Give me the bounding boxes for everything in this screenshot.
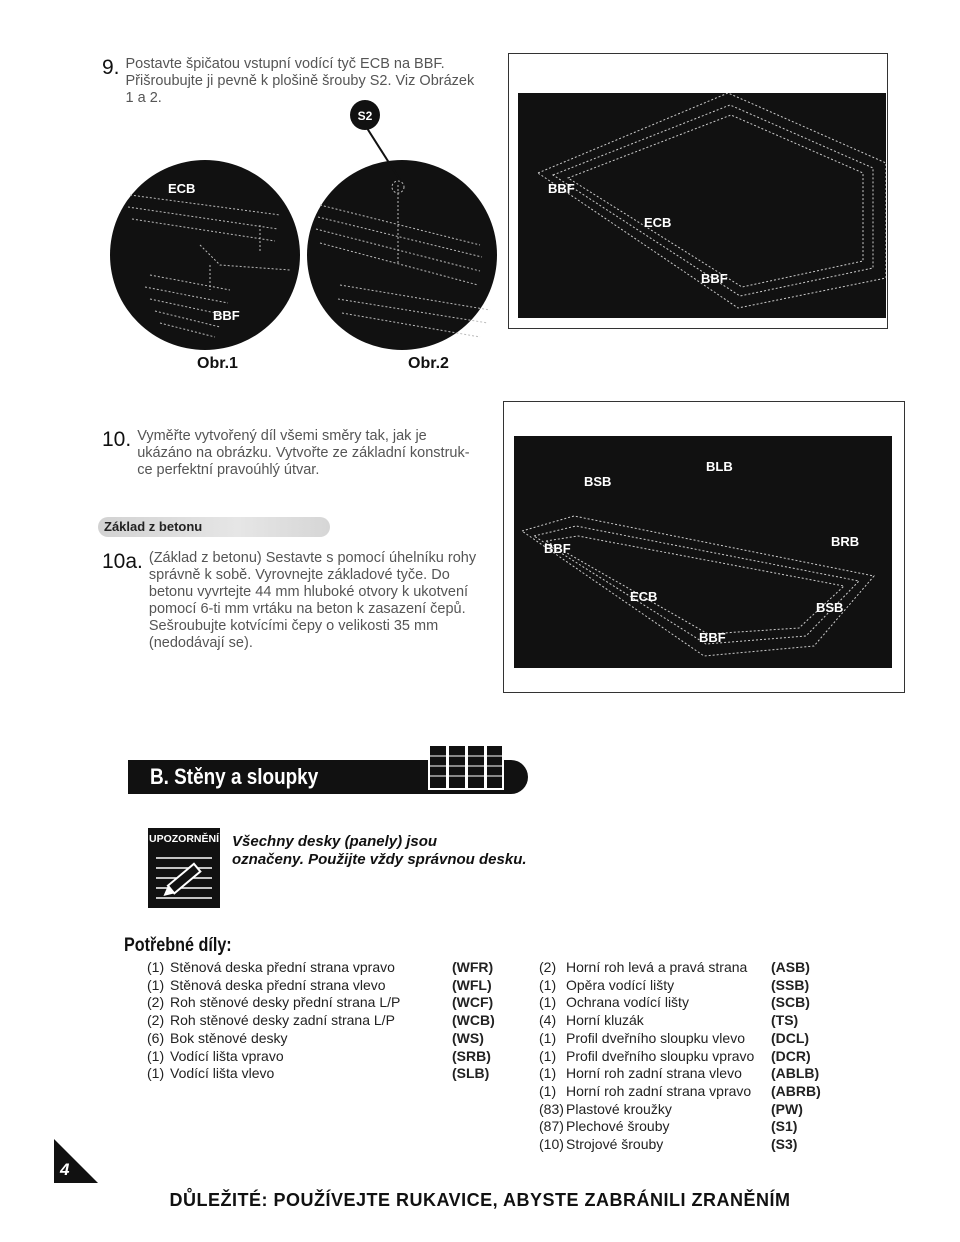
part-name: Stěnová deska přední strana vpravo (170, 959, 395, 975)
parts-row (539, 1012, 821, 1030)
figure-2 (307, 160, 497, 350)
parts-row (539, 959, 821, 977)
photo-bbf-top: BBF (548, 181, 575, 196)
part-code: (SRB) (452, 1047, 491, 1064)
parts-row (147, 959, 502, 977)
label-brb: BRB (831, 534, 860, 549)
part-code: (DCL) (771, 1029, 810, 1046)
part-qty: (1) (147, 976, 165, 993)
parts-row (539, 1030, 821, 1048)
part-code: (ASB) (771, 959, 810, 975)
pencil-note-icon (154, 852, 214, 904)
part-name: Plastové kroužky (566, 1100, 672, 1117)
part-name: Roh stěnové desky zadní strana L/P (170, 1012, 395, 1029)
part-code: (WS) (452, 1029, 484, 1046)
step-10a (102, 550, 476, 652)
part-qty: (87) (539, 1118, 564, 1135)
part-name: Horní kluzák (566, 1012, 644, 1029)
part-code: (SSB) (771, 976, 810, 993)
part-code: (ABLB) (771, 1065, 820, 1082)
label-bsb-right: BSB (816, 600, 844, 615)
part-name: Horní roh zadní strana vlevo (566, 1065, 742, 1082)
step-text (137, 428, 469, 479)
warning-line: označeny. Použijte vždy správnou desku. (232, 851, 527, 868)
step-number: 9. (102, 56, 120, 79)
parts-row (539, 1065, 821, 1083)
label-bsb: BSB (584, 474, 612, 489)
caption-fig1: Obr.1 (197, 355, 238, 372)
step-line: (Základ z betonu) Sestavte s pomocí úhelníku rohy (148, 550, 477, 566)
assembly-photo-base (514, 436, 892, 668)
parts-row (147, 1012, 502, 1030)
part-name: Vodící lišta vpravo (170, 1047, 284, 1064)
page-number: 4 (60, 1160, 70, 1179)
parts-row (147, 1065, 502, 1083)
warning-badge (148, 828, 220, 908)
part-qty: (83) (539, 1100, 564, 1117)
parts-row (539, 1048, 821, 1066)
assembly-photo-top (518, 93, 886, 318)
label-bbf-left: BBF (544, 541, 571, 556)
part-code: (PW) (771, 1100, 803, 1117)
parts-row (539, 994, 821, 1012)
step-line: (nedodávají se). (148, 635, 253, 651)
part-name: Vodící lišta vlevo (170, 1065, 275, 1082)
part-name: Opěra vodící lišty (566, 976, 675, 993)
step-line: pomocí 6-ti mm vrtáku na beton k zasazení čepů. (148, 601, 466, 617)
part-name: Profil dveřního sloupku vlevo (566, 1029, 745, 1046)
figure-1 (110, 160, 300, 350)
section-pill-label: Základ z betonu (104, 519, 203, 534)
part-qty: (1) (539, 1082, 557, 1099)
part-code: (ABRB) (771, 1082, 821, 1099)
parts-row (147, 994, 502, 1012)
warning-text (232, 833, 527, 869)
step-line: správně k sobě. Vyrovnejte základové tyče. Do (148, 567, 450, 583)
step-number: 10a. (102, 550, 143, 573)
photo-ecb: ECB (644, 215, 672, 230)
parts-row (539, 1083, 821, 1101)
part-qty: (1) (147, 959, 165, 975)
part-qty: (4) (539, 1012, 557, 1029)
label-bbf-bottom: BBF (699, 630, 726, 645)
parts-row (539, 1118, 821, 1136)
fig1-bbf-label: BBF (213, 308, 240, 323)
warning-line: Všechny desky (panely) jsou (232, 833, 438, 850)
step-line: Postavte špičatou vstupní vodící tyč ECB na BBF. (125, 56, 445, 72)
step-line: Sešroubujte kotvícími čepy o velikosti 35 mm (148, 618, 439, 634)
parts-title: Potřebné díly: (124, 935, 232, 956)
part-code: (WCB) (452, 1012, 495, 1029)
photo-bbf-bottom: BBF (701, 271, 728, 286)
step-line: ukázáno na obrázku. Vytvořte ze základní konstruk- (137, 445, 470, 461)
label-ecb: ECB (630, 589, 658, 604)
warning-badge-label: UPOZORNĚNÍ (148, 833, 219, 845)
parts-row (147, 1030, 502, 1048)
fig1-ecb-label: ECB (168, 181, 196, 196)
s2-label: S2 (357, 109, 373, 123)
parts-row (539, 1101, 821, 1119)
part-code: (TS) (771, 1012, 799, 1029)
wall-panels-icon (428, 744, 504, 790)
part-code: (WFR) (452, 959, 494, 975)
step-line: ce perfektní pravoúhlý útvar. (137, 462, 320, 478)
part-code: (SCB) (771, 994, 810, 1011)
section-pill (98, 517, 330, 537)
part-qty: (2) (539, 959, 557, 975)
step-line: Přišroubujte ji pevně k plošině šrouby S2. Viz Obrázek (125, 73, 475, 89)
step-line: 1 a 2. (125, 90, 162, 106)
part-code: (SLB) (452, 1065, 490, 1082)
part-code: (S1) (771, 1118, 798, 1135)
label-blb: BLB (706, 459, 733, 474)
part-qty: (1) (539, 994, 557, 1011)
part-name: Plechové šrouby (566, 1118, 670, 1135)
part-code: (S3) (771, 1136, 798, 1152)
part-name: Profil dveřního sloupku vpravo (566, 1047, 755, 1064)
part-qty: (2) (147, 994, 165, 1011)
part-qty: (2) (147, 1012, 165, 1029)
detail-figures (110, 95, 505, 355)
step-line: Vyměřte vytvořený díl všemi směry tak, jak je (137, 428, 427, 444)
part-qty: (1) (147, 1047, 165, 1064)
part-qty: (1) (539, 1047, 557, 1064)
part-name: Bok stěnové desky (170, 1029, 288, 1046)
part-name: Roh stěnové desky přední strana L/P (170, 994, 401, 1011)
part-qty: (1) (539, 1029, 557, 1046)
part-qty: (1) (539, 976, 557, 993)
step-line: betonu vyvrtejte 44 mm hluboké otvory k ukotvení (148, 584, 469, 600)
part-code: (WFL) (452, 976, 492, 993)
step-text (149, 550, 476, 652)
part-name: Horní roh zadní strana vpravo (566, 1082, 752, 1099)
part-code: (DCR) (771, 1047, 811, 1064)
section-b-title: B. Stěny a sloupky (150, 764, 319, 789)
part-name: Stěnová deska přední strana vlevo (170, 976, 386, 993)
step-number: 10. (102, 428, 132, 451)
part-name: Horní roh levá a pravá strana (566, 959, 748, 975)
part-name: Ochrana vodící lišty (566, 994, 689, 1011)
step-10 (102, 428, 470, 479)
part-qty: (10) (539, 1136, 564, 1152)
part-qty: (6) (147, 1029, 165, 1046)
footer-warning: DŮLEŽITÉ: POUŽÍVEJTE RUKAVICE, ABYSTE ZABRÁNILI ZRANĚNÍM (169, 1190, 791, 1210)
part-qty: (1) (539, 1065, 557, 1082)
parts-row (147, 1048, 502, 1066)
part-name: Strojové šrouby (566, 1136, 664, 1152)
parts-row (539, 977, 821, 995)
part-qty: (1) (147, 1065, 165, 1082)
parts-row (147, 977, 502, 995)
parts-row (539, 1136, 821, 1154)
caption-fig2: Obr.2 (408, 355, 449, 372)
part-code: (WCF) (452, 994, 494, 1011)
